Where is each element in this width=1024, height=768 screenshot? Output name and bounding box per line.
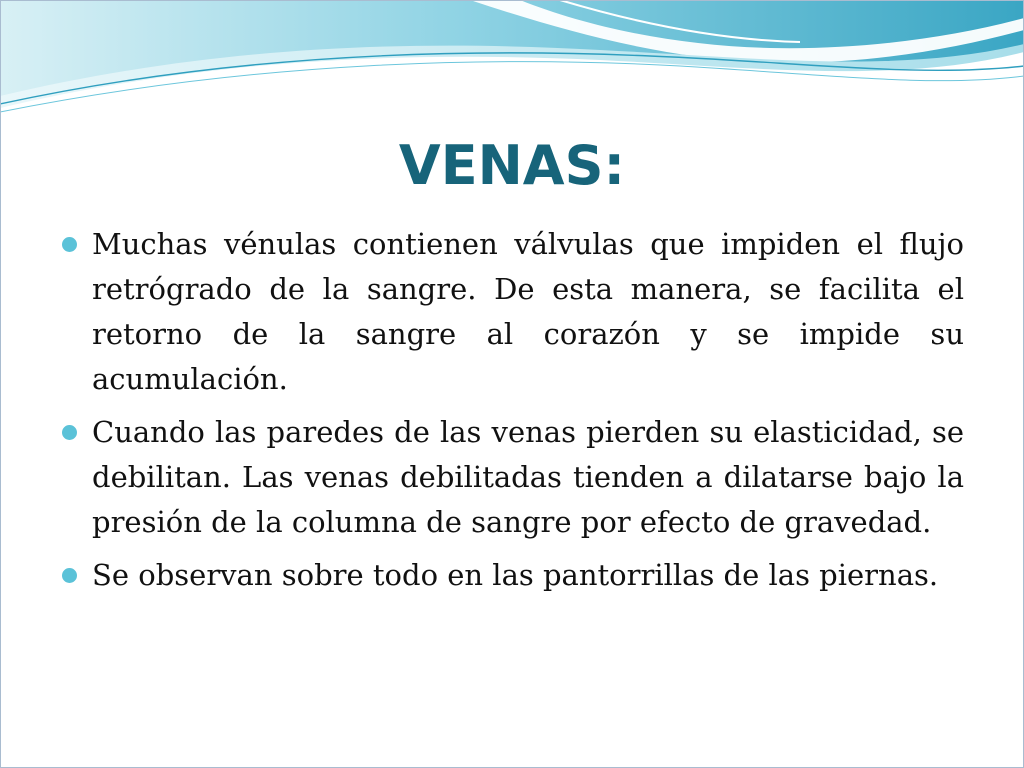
- slide-title: VENAS:: [398, 134, 626, 197]
- bullet-item: [62, 410, 964, 545]
- bullet-item: [62, 553, 964, 598]
- bullet-dot-icon: [62, 425, 77, 440]
- bullet-text: Cuando las paredes de las venas pierden su elasticidad, se debilitan. Las venas debilitadas tienden a dilatarse bajo la presión de la columna de sangre por efecto de gravedad.: [92, 415, 964, 539]
- bullet-list: [62, 222, 964, 606]
- bullet-dot-icon: [62, 568, 77, 583]
- bullet-item: [62, 222, 964, 402]
- bullet-dot-icon: [62, 237, 77, 252]
- bullet-text: Se observan sobre todo en las pantorrillas de las piernas.: [92, 558, 939, 592]
- bullet-text: Muchas vénulas contienen válvulas que impiden el flujo retrógrado de la sangre. De esta manera, se facilita el retorno de la sangre al corazón y se impide su acumulación.: [92, 227, 964, 396]
